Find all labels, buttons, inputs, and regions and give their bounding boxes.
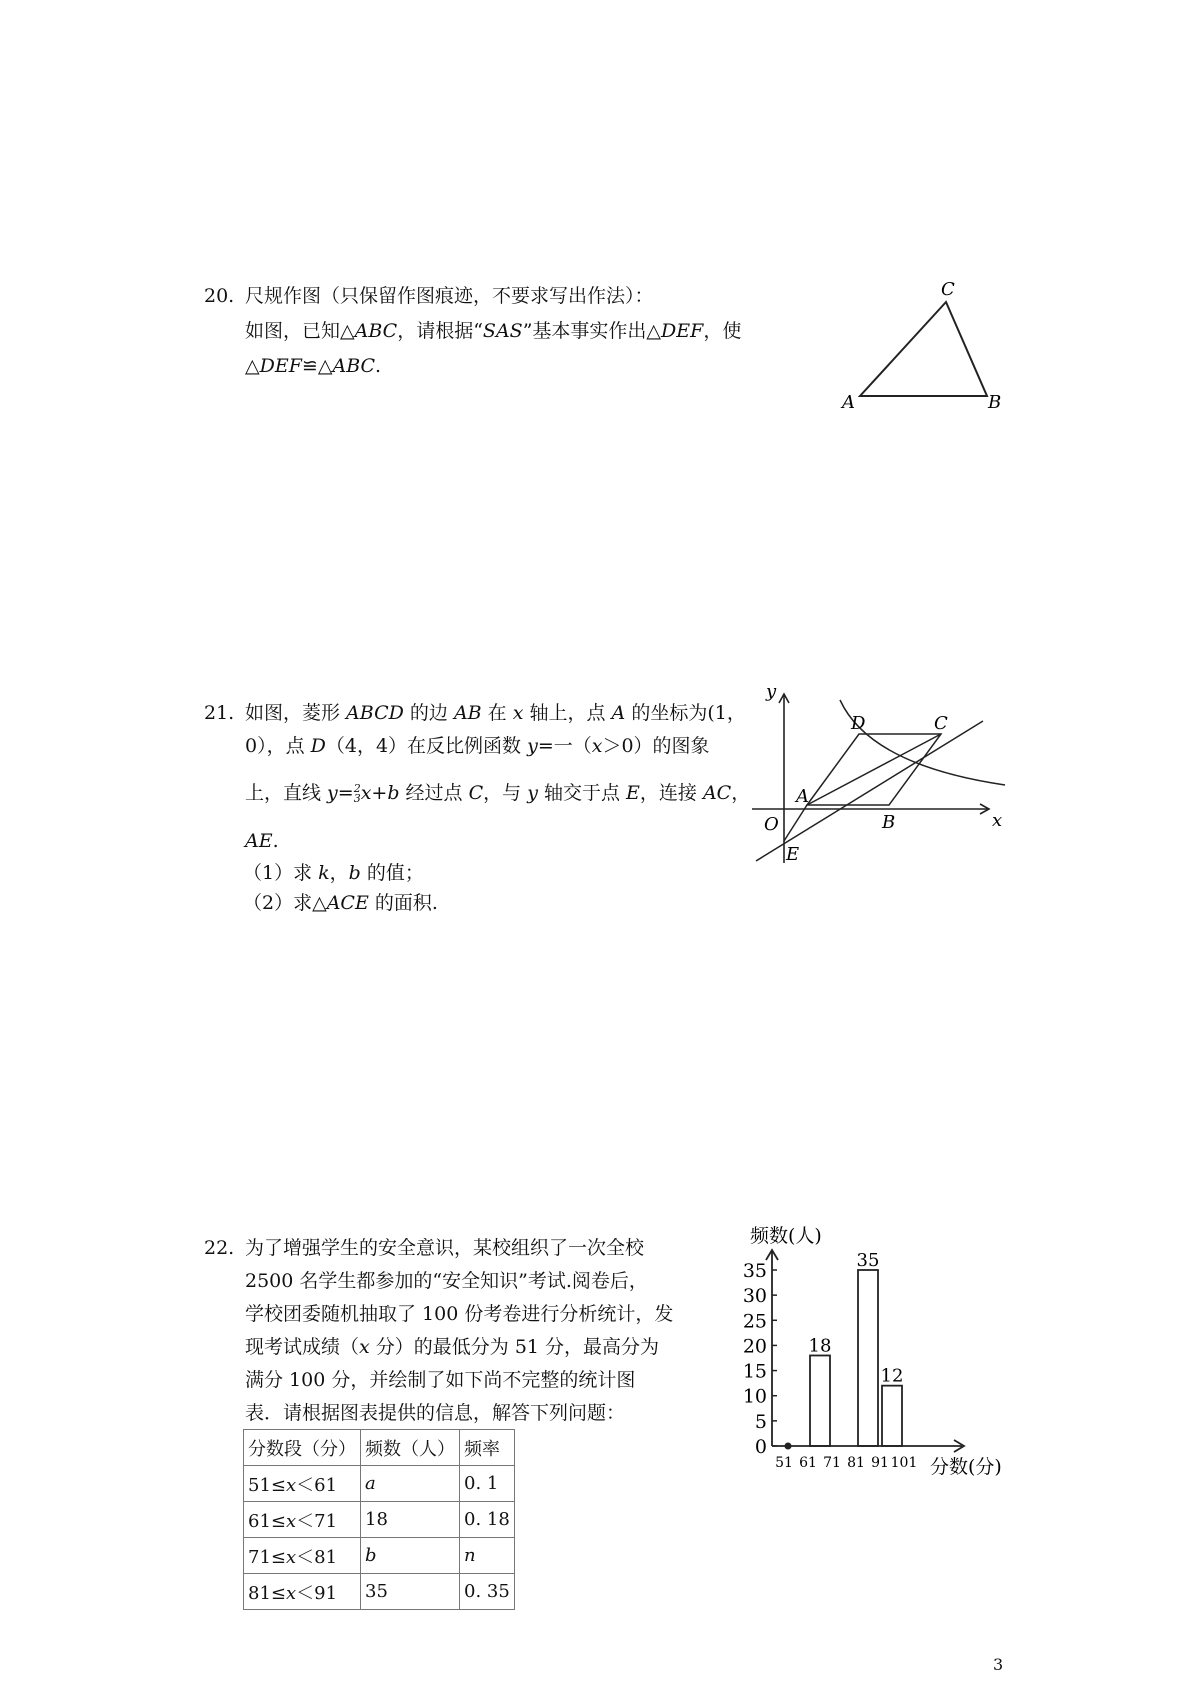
sub-question-2: （2）求△ACE 的面积. bbox=[243, 892, 438, 914]
segment-ae bbox=[784, 805, 807, 841]
table-cell-rate: n bbox=[460, 1538, 515, 1574]
x-tick-label: 91 bbox=[871, 1455, 889, 1471]
y-tick-label: 30 bbox=[742, 1285, 767, 1308]
question-text-line: 学校团委随机抽取了 100 份考卷进行分析统计，发 bbox=[245, 1303, 674, 1325]
table-cell-range: 81≤x＜91 bbox=[244, 1574, 361, 1610]
fraction: 2 3 bbox=[353, 782, 361, 805]
question-number: 21. bbox=[204, 702, 235, 724]
question-text-line: △DEF≌△ABC. bbox=[245, 355, 382, 377]
question-text-line: 2500 名学生都参加的“安全知识”考试.阅卷后， bbox=[245, 1270, 648, 1292]
line-ce bbox=[756, 721, 983, 861]
histogram-bar bbox=[858, 1270, 878, 1446]
y-axis-title: 频数(人) bbox=[750, 1225, 822, 1247]
table-cell-range: 61≤x＜71 bbox=[244, 1502, 361, 1538]
x-tick-label: 101 bbox=[890, 1455, 918, 1471]
vertex-label-b: B bbox=[988, 392, 1002, 413]
frequency-table bbox=[243, 1429, 515, 1610]
histogram-bar bbox=[810, 1355, 830, 1446]
y-tick-label: 0 bbox=[754, 1436, 767, 1458]
table-header-row bbox=[244, 1430, 515, 1466]
table-cell-rate: 0. 18 bbox=[460, 1502, 515, 1538]
table-cell-rate: 0. 35 bbox=[460, 1574, 515, 1610]
question-number: 20. bbox=[204, 285, 235, 307]
y-tick-label: 15 bbox=[742, 1360, 767, 1383]
score-histogram bbox=[720, 1222, 1010, 1482]
table-cell-count: 35 bbox=[361, 1574, 460, 1610]
table-cell-range: 51≤x＜61 bbox=[244, 1466, 361, 1502]
table-row bbox=[244, 1502, 515, 1538]
triangle-abc bbox=[860, 302, 987, 396]
histogram-bar bbox=[882, 1386, 902, 1446]
y-tick-label: 25 bbox=[742, 1310, 767, 1333]
table-cell-count: b bbox=[361, 1538, 460, 1574]
question-text-line: 现考试成绩（x 分）的最低分为 51 分，最高分为 bbox=[245, 1336, 660, 1358]
table-cell-range: 71≤x＜81 bbox=[244, 1538, 361, 1574]
y-axis-label: y bbox=[766, 685, 777, 702]
question-text-line: 尺规作图（只保留作图痕迹，不要求写出作法）： bbox=[245, 285, 654, 307]
question-text-line: AE. bbox=[245, 830, 279, 852]
sub-question-1: （1）求 k，b 的值； bbox=[243, 862, 424, 884]
table-header-cell: 分数段（分） bbox=[244, 1430, 361, 1466]
question-text-line: 如图，已知△ABC，请根据“SAS”基本事实作出△DEF，使 bbox=[245, 320, 742, 342]
question-text-line: 满分 100 分，并绘制了如下尚不完整的统计图 bbox=[245, 1369, 636, 1391]
triangle-abc-figure bbox=[830, 272, 1010, 422]
y-tick-label: 10 bbox=[742, 1385, 767, 1408]
x-axis-label: x bbox=[992, 810, 1003, 831]
table-row bbox=[244, 1538, 515, 1574]
rhombus-coordinate-figure bbox=[740, 685, 1010, 870]
page-number: 3 bbox=[993, 1655, 1004, 1674]
histogram-marks bbox=[743, 1250, 918, 1471]
question-text-line: 上，直线 y= 2 3 x+b 经过点 C，与 y 轴交于点 E，连接 AC， bbox=[245, 782, 751, 805]
table-header-cell: 频率 bbox=[460, 1430, 515, 1466]
bar-value-label: 18 bbox=[808, 1335, 832, 1357]
x-tick-label: 61 bbox=[799, 1455, 817, 1471]
question-text-line: 0），点 D（4，4）在反比例函数 y=一（x＞0）的图象 bbox=[245, 735, 710, 757]
x-tick-label: 81 bbox=[847, 1455, 865, 1471]
axis-break-dot bbox=[785, 1443, 792, 1450]
y-tick-label: 5 bbox=[754, 1410, 767, 1433]
vertex-label-c: C bbox=[941, 279, 955, 300]
point-label-e: E bbox=[786, 844, 800, 865]
x-axis-title: 分数(分) bbox=[930, 1456, 1002, 1478]
segment-ac bbox=[807, 734, 941, 805]
table-header-cell: 频数（人） bbox=[361, 1430, 460, 1466]
bar-value-label: 12 bbox=[880, 1365, 904, 1387]
table-cell-count: a bbox=[361, 1466, 460, 1502]
y-tick-label: 20 bbox=[742, 1335, 767, 1358]
question-text-line: 为了增强学生的安全意识，某校组织了一次全校 bbox=[245, 1237, 645, 1259]
vertex-label-a: A bbox=[842, 392, 855, 413]
table-row bbox=[244, 1574, 515, 1610]
question-text-line: 表．请根据图表提供的信息，解答下列问题： bbox=[245, 1402, 626, 1424]
point-label-c: C bbox=[934, 713, 948, 734]
point-label-b: B bbox=[882, 812, 896, 833]
table-cell-rate: 0. 1 bbox=[460, 1466, 515, 1502]
table-row bbox=[244, 1466, 515, 1502]
origin-label: O bbox=[764, 814, 779, 835]
point-label-a: A bbox=[796, 786, 809, 807]
bar-value-label: 35 bbox=[856, 1250, 880, 1271]
x-tick-label: 51 bbox=[775, 1455, 793, 1471]
point-label-d: D bbox=[851, 713, 866, 734]
table-cell-count: 18 bbox=[361, 1502, 460, 1538]
question-text-line: 如图，菱形 ABCD 的边 AB 在 x 轴上，点 A 的坐标为(1， bbox=[245, 702, 746, 724]
x-tick-label: 71 bbox=[823, 1455, 841, 1471]
question-number: 22. bbox=[204, 1237, 235, 1259]
y-tick-label: 35 bbox=[742, 1260, 767, 1282]
